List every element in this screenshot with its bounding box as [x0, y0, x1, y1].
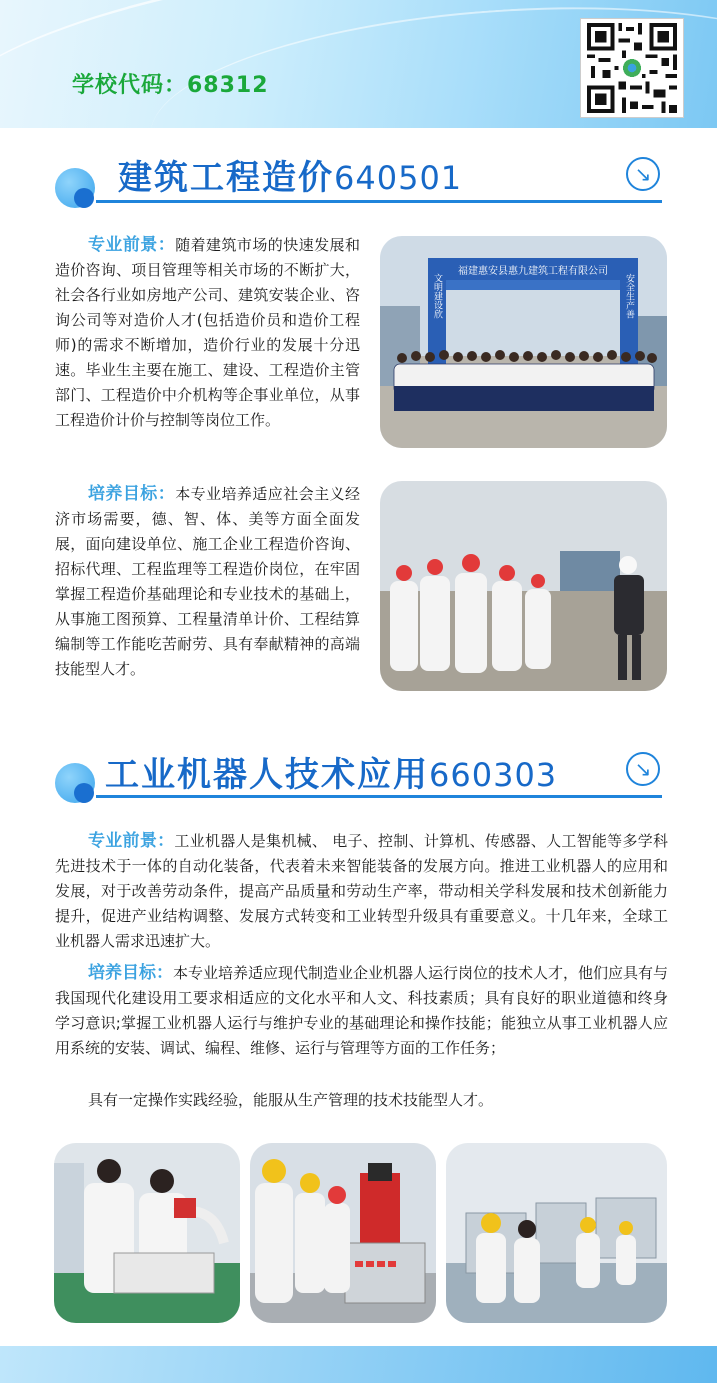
construction-site-photo: [380, 236, 667, 448]
school-code: 学校代码：68312: [72, 73, 269, 98]
robot-lab-photo-1: [54, 1143, 240, 1323]
footer-banner: [0, 1346, 717, 1383]
students-hardhat-photo: [380, 481, 667, 691]
arrow-icon: ↘: [626, 157, 660, 191]
section-heading-construction-cost: [0, 140, 717, 220]
robot-lab-photo-3: [446, 1143, 667, 1323]
gate-left-sign: 文明建设欣: [432, 273, 442, 319]
gate-sign: 福建惠安县惠九建筑工程有限公司: [458, 266, 608, 277]
robot-prospect: 专业前景：工业机器人是集机械、 电子、控制、计算机、传感器、人工智能等多学科先进技术于一体的自动化装备，代表着未来智能装备的发展方向。推进工业机器人的应用和发展，对于改善劳动条件，提高产品质量和劳动生产率，带动相关学科发展和技术创新能力提升，促进产业结构调整、发展方式转变和工业转型升级具有重要意义。十几年来，全球工业机器人需求迅速扩大。: [55, 831, 668, 950]
construction-goal: 培养目标：本专业培养适应社会主义经济市场需要，德、智、体、美等方面全面发展，面向建设单位、施工企业工程造价咨询、招标代理、工程监理等工程造价岗位，在牢固掌握工程造价基础理论和专业技术的基础上，从事施工图预算、工程量清单计价、工程结算编制等工作能吃苦耐劳、具有奉献精神的高端技能型人才。: [55, 484, 360, 678]
section-title: 工业机器人技术应用660303: [105, 755, 558, 795]
decorative-circle: [74, 188, 94, 208]
construction-prospect: 专业前景：随着建筑市场的快速发展和造价咨询、项目管理等相关市场的不断扩大，社会各行业如房地产公司、建筑安装企业、咨询公司等对造价人才(包括造价员和造价工程师)的需求不断增加，造价行业的发展十分迅速。毕业生主要在施工、建设、工程造价主管部门、工程造价中介机构等企事业单位，从事工程造价计价与控制等岗位工作。: [55, 235, 360, 429]
decorative-circle: [74, 783, 94, 803]
robot-goal-extra: 具有一定操作实践经验，能服从生产管理的技术技能型人才。: [88, 1091, 494, 1109]
gate-right-sign: 安全生产善: [624, 273, 634, 319]
section-title: 建筑工程造价640501: [118, 158, 463, 198]
qr-code-icon: [580, 18, 684, 118]
arrow-icon: ↘: [626, 752, 660, 786]
robot-lab-photo-2: [250, 1143, 436, 1323]
robot-goal: 培养目标：本专业培养适应现代制造业企业机器人运行岗位的技术人才，他们应具有与我国现代化建设用工要求相适应的文化水平和人文、科技素质；具有良好的职业道德和终身学习意识;掌握工业机器人运行与维护专业的基础理论和操作技能；能独立从事工业机器人应用系统的安装、调试、编程、维修、运行与管理等方面的工作任务；: [55, 963, 669, 1057]
section-heading-industrial-robot: [0, 735, 717, 815]
section-underline: [96, 200, 662, 203]
section-underline: [96, 795, 662, 798]
